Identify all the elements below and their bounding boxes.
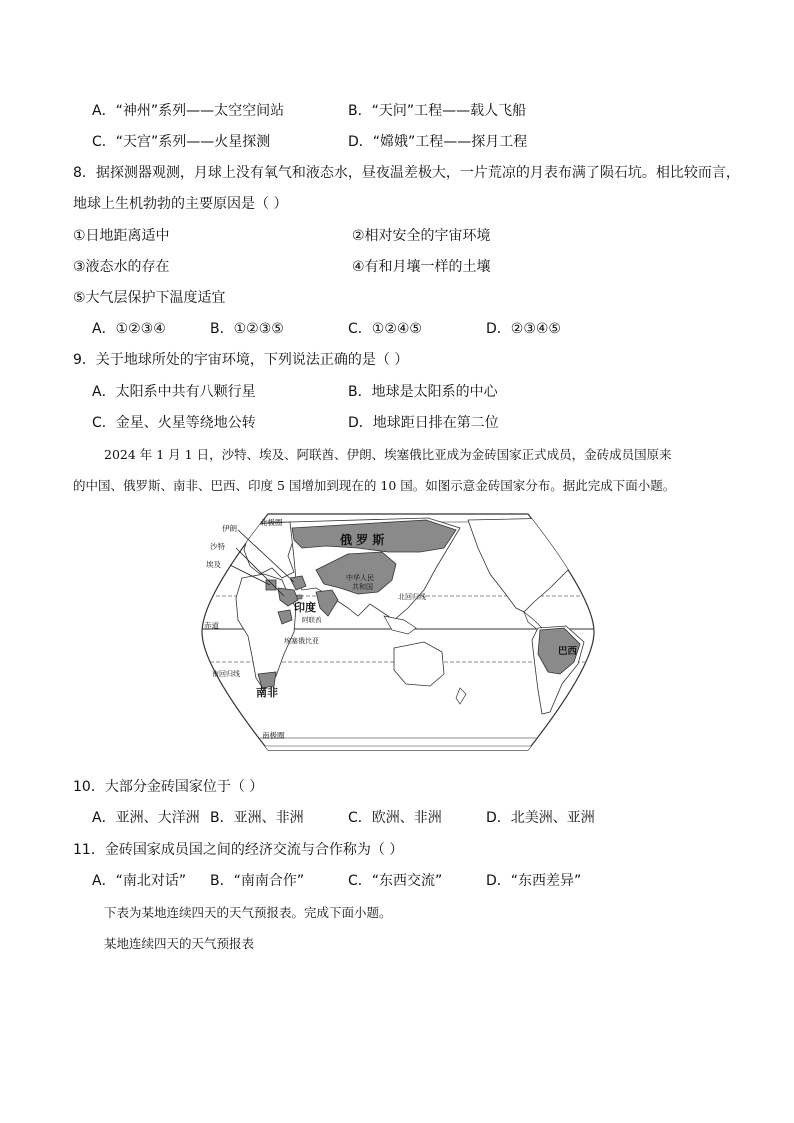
label-ethiopia: 埃塞俄比亚 [284, 637, 319, 645]
q10-option-d: D．北美洲、亚洲 [486, 810, 595, 826]
label-russia: 俄 罗 斯 [340, 533, 385, 547]
label-tropic-of-capricorn: 南回归线 [212, 670, 240, 678]
antarctica-landmass [198, 746, 598, 756]
q10-option-c: C．欧洲、非洲 [348, 810, 442, 826]
label-uae: 阿联酋 [302, 616, 322, 624]
q8-stem-line2: 地球上生机勃勃的主要原因是（ ） [73, 196, 288, 212]
label-saudi: 沙特 [210, 542, 225, 551]
q8-option-c: C．①②④⑤ [348, 321, 422, 337]
q9-stem: 9．关于地球所处的宇宙环境，下列说法正确的是（ ） [73, 352, 409, 368]
q8-option-a: A．①②③④ [92, 321, 166, 337]
q8-option-d: D．②③④⑤ [486, 321, 561, 337]
q10-stem: 10．大部分金砖国家位于（ ） [73, 779, 264, 795]
q11-stem: 11．金砖国家成员国之间的经济交流与合作称为（ ） [73, 842, 404, 858]
q11-option-b: B．“南南合作” [210, 873, 305, 889]
q10-option-a: A．亚洲、大洋洲 [92, 810, 200, 826]
passage-line1: 2024 年 1 月 1 日，沙特、埃及、阿联酋、伊朗、埃塞俄比亚成为金砖国家正式成员，金砖成员国原来 [104, 447, 672, 462]
label-antarctic-circle: 南极圈 [262, 731, 285, 740]
q7-option-d: D．“嫦娥”工程——探月工程 [348, 134, 528, 150]
q8-option-b: B．①②③⑤ [210, 321, 284, 337]
label-iran: 伊朗 [222, 524, 237, 533]
q7-option-c: C．“天宫”系列——火星探测 [92, 134, 271, 150]
q9-option-a: A．太阳系中共有八颗行星 [92, 384, 256, 400]
label-south-africa: 南非 [256, 686, 278, 699]
q7-option-a: A．“神州”系列——太空空间站 [92, 103, 285, 119]
q9-option-d: D．地球距日排在第二位 [348, 415, 499, 431]
q11-option-d: D．“东西差异” [486, 873, 582, 889]
egypt-shape [266, 580, 276, 590]
q8-stem-line1: 8．据探测器观测，月球上没有氧气和液态水，昼夜温差极大，一片荒凉的月表布满了陨石坑。相比较而言， [73, 165, 740, 181]
uae-shape [297, 595, 302, 599]
q8-item-1: ①日地距离适中 [73, 228, 170, 244]
label-china-1: 中华人民 [346, 574, 374, 582]
q7-option-b: B．“天问”工程——载人飞船 [348, 103, 527, 119]
q9-option-c: C．金星、火星等绕地公转 [92, 415, 256, 431]
brics-world-map [198, 508, 598, 756]
weather-intro: 下表为某地连续四天的天气预报表。完成下面小题。 [104, 905, 392, 920]
label-brazil: 巴西 [558, 646, 578, 657]
q11-option-a: A．“南北对话” [92, 873, 187, 889]
q10-option-b: B．亚洲、非洲 [210, 810, 304, 826]
q11-option-c: C．“东西交流” [348, 873, 443, 889]
weather-table-title: 某地连续四天的天气预报表 [104, 936, 255, 951]
q8-item-3: ③液态水的存在 [73, 259, 170, 275]
label-equator: 赤道 [204, 621, 219, 630]
q8-item-5: ⑤大气层保护下温度适宜 [73, 290, 226, 306]
label-tropic-of-cancer: 北回归线 [398, 593, 426, 601]
q9-option-b: B．地球是太阳系的中心 [348, 384, 498, 400]
label-arctic-circle: 北极圈 [260, 518, 283, 527]
label-egypt: 埃及 [206, 560, 221, 569]
q8-item-2: ②相对安全的宇宙环境 [352, 228, 491, 244]
q8-item-4: ④有和月壤一样的土壤 [352, 259, 491, 275]
label-china-2: 共和国 [352, 583, 373, 591]
passage-line2: 的中国、俄罗斯、南非、巴西、印度 5 国增加到现在的 10 国。如图示意金砖国家分布。据此完成下面小题。 [73, 478, 676, 493]
label-india: 印度 [294, 601, 316, 614]
